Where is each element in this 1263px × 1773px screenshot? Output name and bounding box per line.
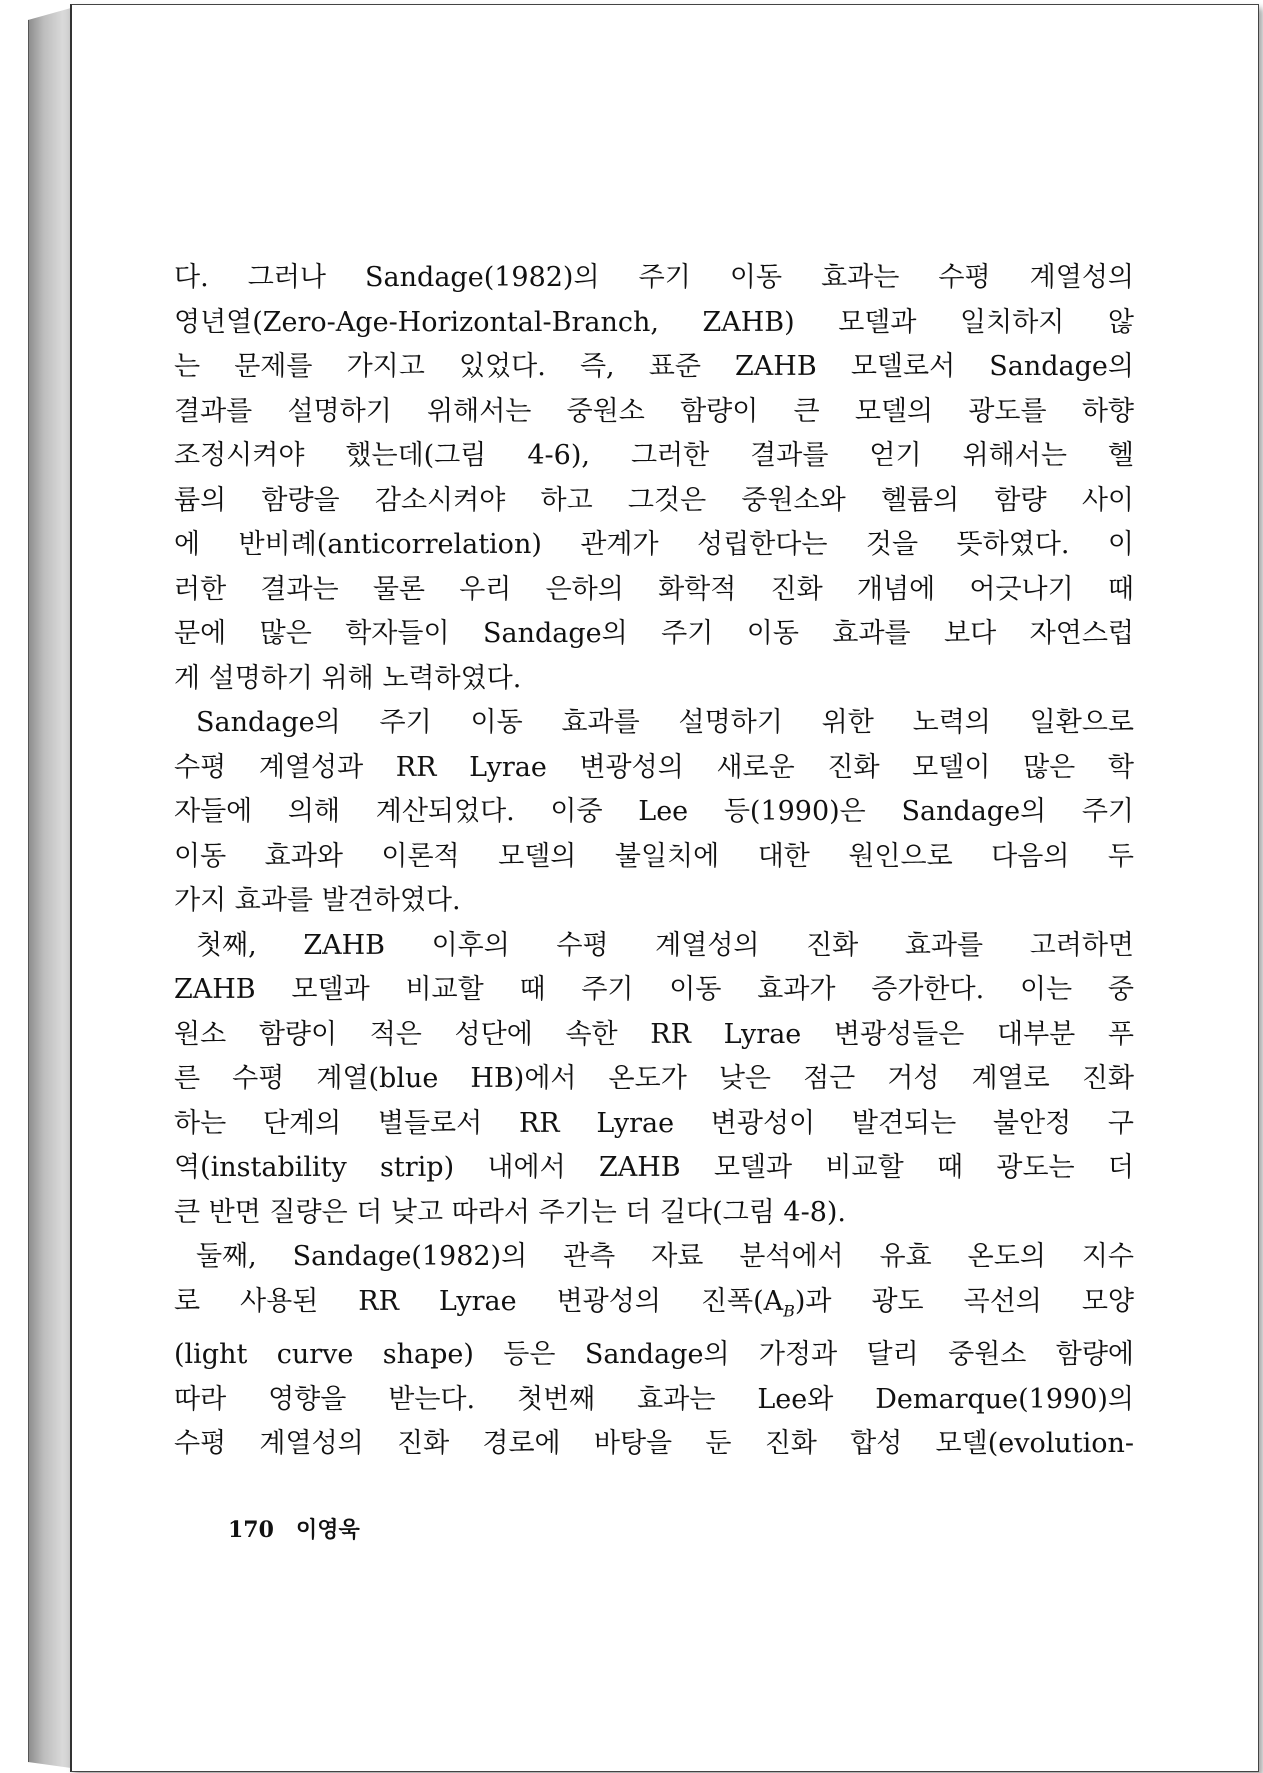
text-line-with-subscript bbox=[174, 1280, 1134, 1334]
text-line: 결과를 설명하기 위해서는 중원소 함량이 큰 모델의 광도를 하향 bbox=[174, 395, 1134, 427]
author-name: 이영욱 bbox=[295, 1517, 360, 1543]
text-segment: )과 광도 곡선의 모양 bbox=[794, 1285, 1135, 1317]
text-line: 른 수평 계열(blue HB)에서 온도가 낮은 점근 거성 계열로 진화 bbox=[174, 1063, 1134, 1094]
text-line: 가지 효과를 발견하였다. bbox=[174, 885, 461, 916]
text-line: 영년열(Zero-Age-Horizontal-Branch, ZAHB) 모델과 일치하지 않 bbox=[174, 306, 1134, 338]
text-line: 에 반비례(anticorrelation) 관계가 성립한다는 것을 뜻하였다. 이 bbox=[174, 529, 1134, 560]
text-line: 원소 함량이 적은 성단에 속한 RR Lyrae 변광성들은 대부분 푸 bbox=[174, 1018, 1134, 1050]
text-line: 첫째, ZAHB 이후의 수평 계열성의 진화 효과를 고려하면 bbox=[196, 929, 1134, 961]
text-line: 러한 결과는 물론 우리 은하의 화학적 진화 개념에 어긋나기 때 bbox=[174, 573, 1134, 605]
text-line: 수평 계열성의 진화 경로에 바탕을 둔 진화 합성 모델(evolution- bbox=[174, 1428, 1134, 1460]
text-line: 자들에 의해 계산되었다. 이중 Lee 등(1990)은 Sandage의 주기 bbox=[174, 796, 1134, 827]
text-line: ZAHB 모델과 비교할 때 주기 이동 효과가 증가한다. 이는 중 bbox=[174, 974, 1134, 1005]
page-number: 170 bbox=[228, 1517, 274, 1543]
text-line: 둘째, Sandage(1982)의 관측 자료 분석에서 유효 온도의 지수 bbox=[196, 1241, 1134, 1272]
book-spine bbox=[28, 8, 71, 1768]
text-line: 륨의 함량을 감소시켜야 하고 그것은 중원소와 헬륨의 함량 사이 bbox=[174, 484, 1134, 516]
text-line: 수평 계열성과 RR Lyrae 변광성의 새로운 진화 모델이 많은 학 bbox=[174, 751, 1134, 783]
text-line: 조정시켜야 했는데(그림 4-6), 그러한 결과를 얻기 위해서는 헬 bbox=[174, 440, 1134, 471]
page-footer bbox=[228, 1513, 382, 1544]
text-line: (light curve shape) 등은 Sandage의 가정과 달리 중원소 함량에 bbox=[174, 1339, 1134, 1371]
text-line: 는 문제를 가지고 있었다. 즉, 표준 ZAHB 모델로서 Sandage의 bbox=[174, 351, 1134, 382]
text-line: 다. 그러나 Sandage(1982)의 주기 이동 효과는 수평 계열성의 bbox=[174, 262, 1134, 293]
text-line: 게 설명하기 위해 노력하였다. bbox=[174, 662, 522, 694]
body-text bbox=[174, 256, 1134, 1467]
text-line: 역(instability strip) 내에서 ZAHB 모델과 비교할 때 광도는 더 bbox=[174, 1152, 1134, 1183]
text-line: 이동 효과와 이론적 모델의 불일치에 대한 원인으로 다음의 두 bbox=[174, 840, 1134, 872]
text-line: 큰 반면 질량은 더 낮고 따라서 주기는 더 길다(그림 4-8). bbox=[174, 1196, 847, 1228]
subscript: B bbox=[783, 1300, 795, 1320]
text-line: Sandage의 주기 이동 효과를 설명하기 위한 노력의 일환으로 bbox=[196, 707, 1134, 738]
text-line: 문에 많은 학자들이 Sandage의 주기 이동 효과를 보다 자연스럽 bbox=[174, 618, 1134, 649]
text-segment: 로 사용된 RR Lyrae 변광성의 진폭(A bbox=[174, 1285, 784, 1317]
text-line: 하는 단계의 별들로서 RR Lyrae 변광성이 발견되는 불안정 구 bbox=[174, 1107, 1134, 1139]
text-line: 따라 영향을 받는다. 첫번째 효과는 Lee와 Demarque(1990)의 bbox=[174, 1383, 1134, 1415]
